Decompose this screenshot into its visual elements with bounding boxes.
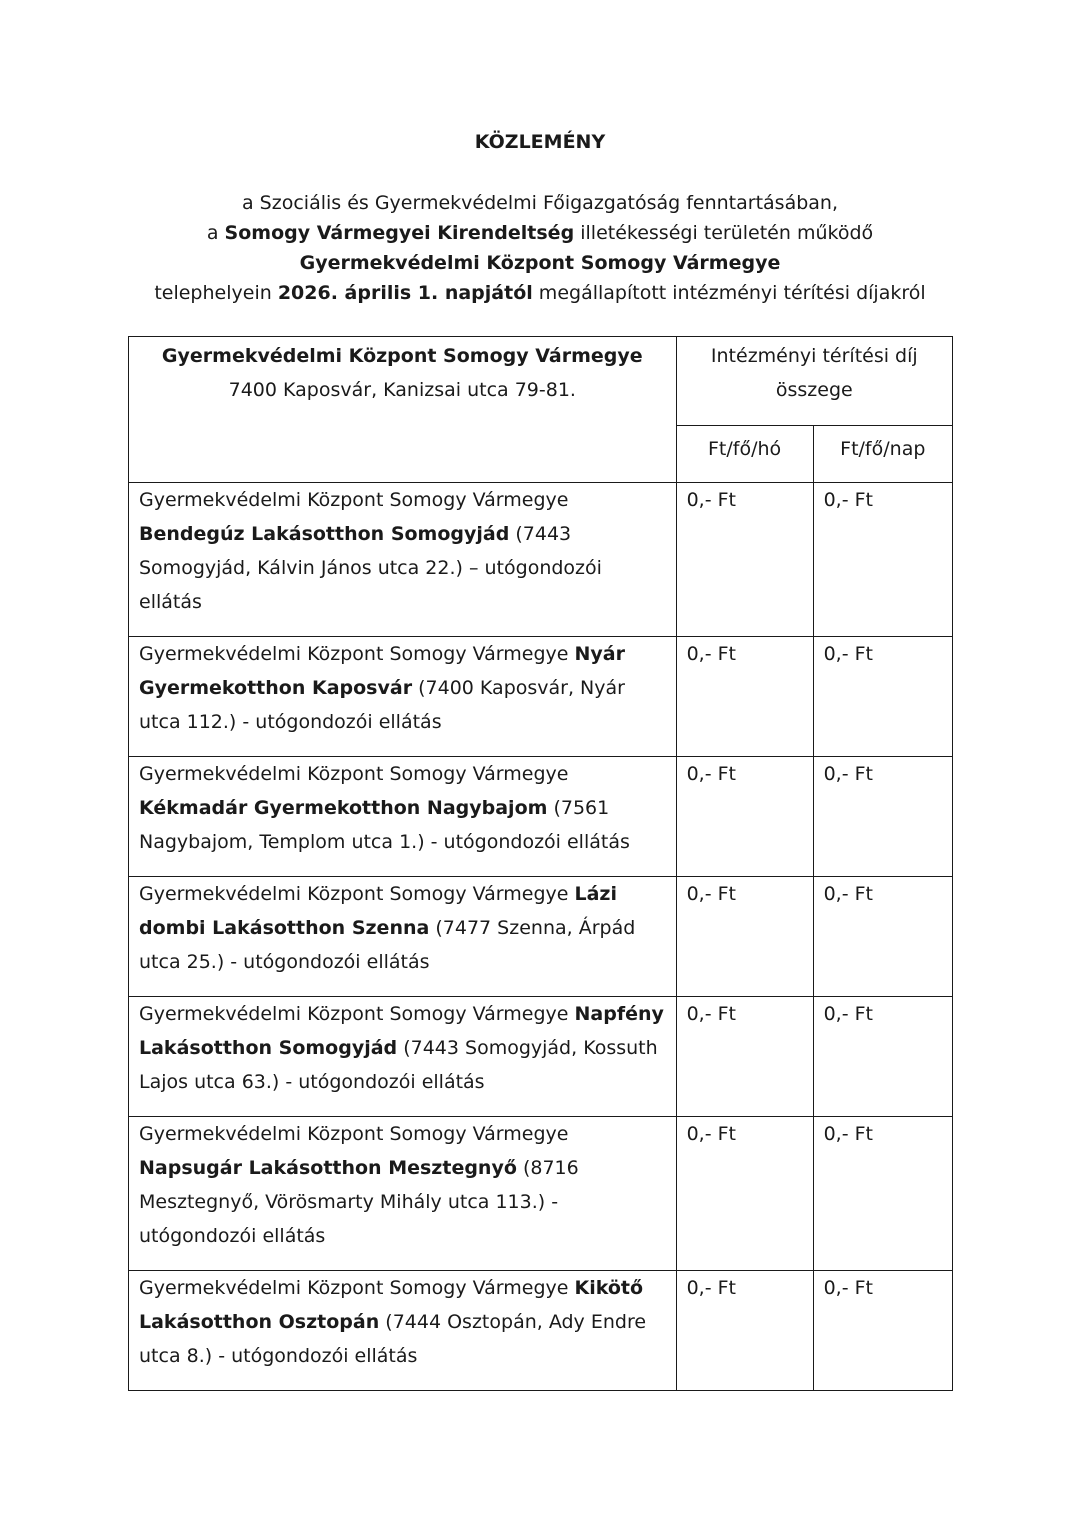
institution-cell: [129, 997, 677, 1117]
institution-details: (7561 Nagybajom, Templom utca 1.) - utógondozói ellátás: [139, 797, 630, 853]
fee-month-cell: 0,- Ft: [676, 877, 813, 997]
institution-name: Napfény Lakásotthon Somogyjád: [139, 1003, 664, 1059]
intro-line-4-pre: telephelyein: [154, 282, 278, 304]
document-title: KÖZLEMÉNY: [474, 131, 606, 153]
institution-name: Napsugár Lakásotthon Mesztegnyő: [139, 1157, 517, 1179]
regional-office-name: Somogy Vármegyei Kirendeltség: [224, 222, 575, 244]
institution-prefix: Gyermekvédelmi Központ Somogy Vármegye: [139, 763, 569, 785]
institution-name: Bendegúz Lakásotthon Somogyjád: [139, 523, 510, 545]
fee-day-cell: 0,- Ft: [813, 757, 952, 877]
table-header-row: [129, 337, 953, 426]
fee-day-cell: 0,- Ft: [813, 877, 952, 997]
institution-details: (7443 Somogyjád, Kálvin János utca 22.) – utógondozói ellátás: [139, 523, 602, 613]
table-row: [129, 637, 953, 757]
institution-details: (7477 Szenna, Árpád utca 25.) - utógondozói ellátás: [139, 917, 636, 973]
effective-date: 2026. április 1. napjától: [277, 282, 533, 304]
institution-name: Kikötő Lakásotthon Osztopán: [139, 1277, 644, 1333]
institution-prefix: Gyermekvédelmi Központ Somogy Vármegye: [139, 883, 569, 905]
header-institution-address: 7400 Kaposvár, Kanizsai utca 79-81.: [228, 379, 576, 401]
intro-line-2-pre: a: [206, 222, 225, 244]
header-unit-day: Ft/fő/nap: [813, 426, 952, 483]
fee-month-cell: 0,- Ft: [676, 637, 813, 757]
intro-line-2: [0, 218, 1080, 248]
intro-line-1: a Szociális és Gyermekvédelmi Főigazgatóság fenntartásában,: [242, 192, 838, 214]
fee-day-cell: 0,- Ft: [813, 997, 952, 1117]
institution-details: (7444 Osztopán, Ady Endre utca 8.) - utógondozói ellátás: [139, 1311, 647, 1367]
table-row: [129, 1117, 953, 1271]
center-name: Gyermekvédelmi Központ Somogy Vármegye: [299, 252, 781, 274]
table-row: [129, 877, 953, 997]
fee-day-cell: 0,- Ft: [813, 483, 952, 637]
institution-name: Kékmadár Gyermekotthon Nagybajom: [139, 797, 548, 819]
header-institution-cell: [129, 337, 677, 483]
institution-name: Nyár Gyermekotthon Kaposvár: [139, 643, 625, 699]
header-institution-name: Gyermekvédelmi Központ Somogy Vármegye: [161, 345, 643, 367]
intro-line-2-post: illetékességi területén működő: [574, 222, 874, 244]
institution-cell: [129, 1117, 677, 1271]
fee-month-cell: 0,- Ft: [676, 1271, 813, 1391]
institution-details: (7400 Kaposvár, Nyár utca 112.) - utógondozói ellátás: [139, 677, 625, 733]
institution-cell: [129, 637, 677, 757]
intro-line-3: [0, 248, 1080, 278]
fee-month-cell: 0,- Ft: [676, 1117, 813, 1271]
table-row: [129, 997, 953, 1117]
fee-month-cell: 0,- Ft: [676, 757, 813, 877]
header-fee-label: Intézményi térítési díj összege: [676, 337, 952, 426]
institution-cell: [129, 1271, 677, 1391]
intro-line-4-post: megállapított intézményi térítési díjakról: [532, 282, 926, 304]
institution-prefix: Gyermekvédelmi Központ Somogy Vármegye: [139, 1277, 569, 1299]
header-unit-month: Ft/fő/hó: [676, 426, 813, 483]
intro-line-4: [0, 278, 1080, 308]
table-row: [129, 1271, 953, 1391]
fee-month-cell: 0,- Ft: [676, 483, 813, 637]
fee-day-cell: 0,- Ft: [813, 637, 952, 757]
institution-prefix: Gyermekvédelmi Központ Somogy Vármegye: [139, 1003, 569, 1025]
institution-cell: [129, 757, 677, 877]
table-row: [129, 757, 953, 877]
fee-month-cell: 0,- Ft: [676, 997, 813, 1117]
institution-prefix: Gyermekvédelmi Központ Somogy Vármegye: [139, 643, 569, 665]
institution-name: Lázi dombi Lakásotthon Szenna: [139, 883, 617, 939]
table-row: [129, 483, 953, 637]
institution-cell: [129, 483, 677, 637]
institution-prefix: Gyermekvédelmi Központ Somogy Vármegye: [139, 489, 569, 511]
fee-day-cell: 0,- Ft: [813, 1271, 952, 1391]
institution-cell: [129, 877, 677, 997]
institution-prefix: Gyermekvédelmi Központ Somogy Vármegye: [139, 1123, 569, 1145]
fee-day-cell: 0,- Ft: [813, 1117, 952, 1271]
institution-details: (8716 Mesztegnyő, Vörösmarty Mihály utca 113.) - utógondozói ellátás: [139, 1157, 579, 1247]
intro-paragraph: [0, 188, 1080, 308]
institution-details: (7443 Somogyjád, Kossuth Lajos utca 63.) - utógondozói ellátás: [139, 1037, 658, 1093]
fee-table: [128, 336, 953, 1391]
